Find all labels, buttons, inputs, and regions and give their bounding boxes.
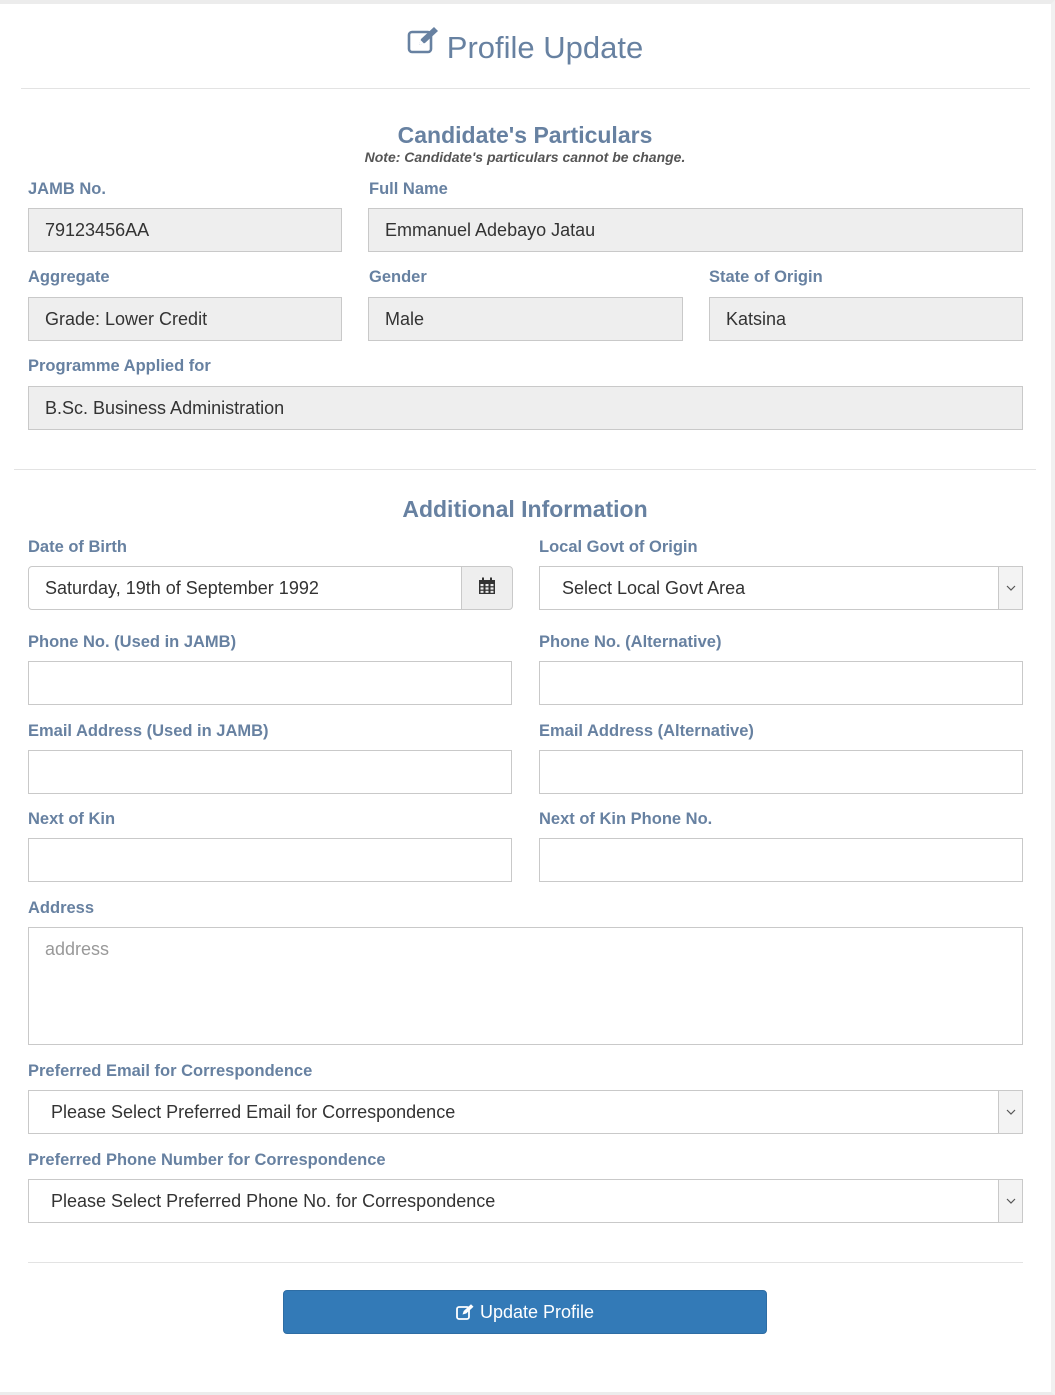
dob-calendar-button[interactable] bbox=[461, 566, 513, 610]
next-of-kin-phone-input[interactable] bbox=[539, 838, 1023, 882]
address-label: Address bbox=[28, 899, 95, 917]
aggregate-field: Grade: Lower Credit bbox=[28, 297, 342, 341]
section-divider bbox=[14, 469, 1036, 470]
additional-heading: Additional Information bbox=[402, 496, 648, 522]
pref-phone-label: Preferred Phone Number for Correspondence bbox=[28, 1151, 386, 1169]
next-of-kin-input[interactable] bbox=[28, 838, 512, 882]
pref-email-label: Preferred Email for Correspondence bbox=[28, 1062, 313, 1080]
chevron-down-icon bbox=[998, 567, 1022, 609]
dob-label: Date of Birth bbox=[28, 538, 127, 556]
page-title bbox=[0, 28, 1050, 66]
edit-icon bbox=[407, 27, 439, 63]
page-title-text: Profile Update bbox=[446, 29, 644, 65]
pref-phone-select-value: Please Select Preferred Phone No. for Correspondence bbox=[51, 1191, 496, 1211]
next-of-kin-phone-label: Next of Kin Phone No. bbox=[539, 810, 713, 828]
state-of-origin-label: State of Origin bbox=[709, 268, 823, 286]
phone-jamb-label: Phone No. (Used in JAMB) bbox=[28, 633, 237, 651]
state-of-origin-field: Katsina bbox=[709, 297, 1023, 341]
next-of-kin-label: Next of Kin bbox=[28, 810, 116, 828]
particulars-note: Note: Candidate's particulars cannot be change. bbox=[364, 149, 686, 165]
email-jamb-input[interactable] bbox=[28, 750, 512, 794]
form-footer-divider bbox=[28, 1262, 1023, 1263]
title-divider bbox=[21, 88, 1030, 89]
calendar-icon bbox=[478, 577, 496, 600]
chevron-down-icon bbox=[998, 1091, 1022, 1133]
edit-icon bbox=[456, 1304, 474, 1320]
address-textarea[interactable] bbox=[28, 927, 1023, 1045]
jamb-no-label: JAMB No. bbox=[28, 180, 106, 198]
address-placeholder: address bbox=[45, 939, 110, 959]
phone-jamb-input[interactable] bbox=[28, 661, 512, 705]
gender-label: Gender bbox=[369, 268, 427, 286]
full-name-field: Emmanuel Adebayo Jatau bbox=[368, 208, 1023, 252]
particulars-heading: Candidate's Particulars bbox=[397, 122, 653, 148]
email-alt-label: Email Address (Alternative) bbox=[539, 722, 754, 740]
phone-alt-input[interactable] bbox=[539, 661, 1023, 705]
programme-field: B.Sc. Business Administration bbox=[28, 386, 1023, 430]
lga-label: Local Govt of Origin bbox=[539, 538, 698, 556]
full-name-label: Full Name bbox=[369, 180, 448, 198]
dob-input[interactable]: Saturday, 19th of September 1992 bbox=[28, 566, 462, 610]
pref-email-select-value: Please Select Preferred Email for Correspondence bbox=[51, 1102, 456, 1122]
programme-label: Programme Applied for bbox=[28, 357, 211, 375]
email-jamb-label: Email Address (Used in JAMB) bbox=[28, 722, 269, 740]
jamb-no-field: 79123456AA bbox=[28, 208, 342, 252]
lga-select[interactable] bbox=[539, 566, 1023, 610]
lga-select-value: Select Local Govt Area bbox=[562, 578, 746, 598]
pref-email-select[interactable] bbox=[28, 1090, 1023, 1134]
email-alt-input[interactable] bbox=[539, 750, 1023, 794]
phone-alt-label: Phone No. (Alternative) bbox=[539, 633, 722, 651]
aggregate-label: Aggregate bbox=[28, 268, 110, 286]
pref-phone-select[interactable] bbox=[28, 1179, 1023, 1223]
update-profile-label: Update Profile bbox=[479, 1301, 595, 1322]
update-profile-button[interactable] bbox=[283, 1290, 767, 1334]
gender-field: Male bbox=[368, 297, 683, 341]
chevron-down-icon bbox=[998, 1180, 1022, 1222]
